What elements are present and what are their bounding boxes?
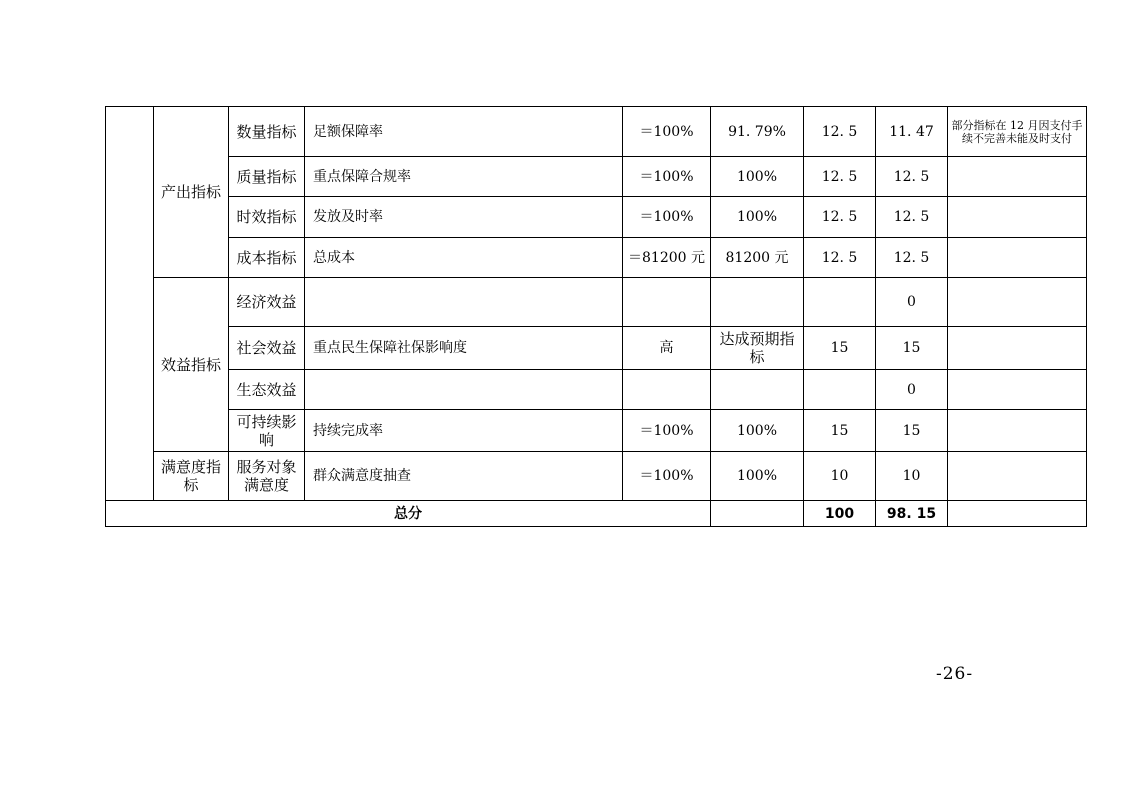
indicator-name-cell: 群众满意度抽查 <box>305 452 623 501</box>
table-row <box>106 452 1087 501</box>
note-cell <box>948 278 1087 327</box>
indicator-name-cell: 足额保障率 <box>305 107 623 157</box>
score-cell: 15 <box>876 327 948 370</box>
table-row <box>106 410 1087 452</box>
weight-cell: 12. 5 <box>804 197 876 238</box>
weight-cell <box>804 370 876 410</box>
target-value-cell <box>623 278 711 327</box>
note-cell <box>948 197 1087 238</box>
weight-cell: 12. 5 <box>804 157 876 197</box>
table-row <box>106 278 1087 327</box>
note-cell <box>948 157 1087 197</box>
actual-value-cell: 达成预期指标 <box>711 327 804 370</box>
target-value-cell: ＝81200 元 <box>623 238 711 278</box>
total-row <box>106 501 1087 527</box>
table-row <box>106 107 1087 157</box>
target-value-cell <box>623 370 711 410</box>
actual-value-cell <box>711 278 804 327</box>
level3-indicator-cell: 时效指标 <box>229 197 305 238</box>
score-cell: 12. 5 <box>876 238 948 278</box>
level3-indicator-cell: 数量指标 <box>229 107 305 157</box>
target-value-cell: 高 <box>623 327 711 370</box>
note-cell <box>948 370 1087 410</box>
table-row <box>106 238 1087 278</box>
table-row <box>106 370 1087 410</box>
table-row <box>106 197 1087 238</box>
level2-indicator-cell: 产出指标 <box>154 107 229 278</box>
level3-indicator-cell: 生态效益 <box>229 370 305 410</box>
actual-value-cell: 100% <box>711 197 804 238</box>
weight-cell <box>804 278 876 327</box>
score-cell: 11. 47 <box>876 107 948 157</box>
weight-cell: 12. 5 <box>804 107 876 157</box>
table-row <box>106 327 1087 370</box>
note-cell <box>948 452 1087 501</box>
table-row <box>106 157 1087 197</box>
level1-indicator-cell <box>106 107 154 501</box>
weight-cell: 10 <box>804 452 876 501</box>
indicator-name-cell <box>305 278 623 327</box>
weight-cell: 15 <box>804 410 876 452</box>
total-note-cell <box>948 501 1087 527</box>
target-value-cell: ＝100% <box>623 107 711 157</box>
level3-indicator-cell: 服务对象满意度 <box>229 452 305 501</box>
weight-cell: 15 <box>804 327 876 370</box>
note-cell <box>948 238 1087 278</box>
target-value-cell: ＝100% <box>623 410 711 452</box>
level3-indicator-cell: 经济效益 <box>229 278 305 327</box>
score-cell: 10 <box>876 452 948 501</box>
target-value-cell: ＝100% <box>623 157 711 197</box>
level3-indicator-cell: 社会效益 <box>229 327 305 370</box>
note-cell: 部分指标在 12 月因支付手续不完善未能及时支付 <box>948 107 1087 157</box>
total-actual-cell <box>711 501 804 527</box>
actual-value-cell <box>711 370 804 410</box>
level3-indicator-cell: 成本指标 <box>229 238 305 278</box>
total-label-cell: 总分 <box>106 501 711 527</box>
indicator-name-cell: 发放及时率 <box>305 197 623 238</box>
actual-value-cell: 100% <box>711 410 804 452</box>
indicator-name-cell: 持续完成率 <box>305 410 623 452</box>
actual-value-cell: 100% <box>711 157 804 197</box>
total-weight-cell: 100 <box>804 501 876 527</box>
target-value-cell: ＝100% <box>623 197 711 238</box>
actual-value-cell: 91. 79% <box>711 107 804 157</box>
note-cell <box>948 327 1087 370</box>
level2-indicator-cell: 效益指标 <box>154 278 229 452</box>
target-value-cell: ＝100% <box>623 452 711 501</box>
level2-indicator-cell: 满意度指标 <box>154 452 229 501</box>
indicator-name-cell <box>305 370 623 410</box>
score-cell: 12. 5 <box>876 197 948 238</box>
total-score-cell: 98. 15 <box>876 501 948 527</box>
level3-indicator-cell: 质量指标 <box>229 157 305 197</box>
actual-value-cell: 81200 元 <box>711 238 804 278</box>
score-cell: 12. 5 <box>876 157 948 197</box>
score-cell: 0 <box>876 278 948 327</box>
note-cell <box>948 410 1087 452</box>
level3-indicator-cell: 可持续影响 <box>229 410 305 452</box>
actual-value-cell: 100% <box>711 452 804 501</box>
performance-table <box>105 106 1087 527</box>
indicator-name-cell: 重点保障合规率 <box>305 157 623 197</box>
weight-cell: 12. 5 <box>804 238 876 278</box>
indicator-name-cell: 总成本 <box>305 238 623 278</box>
indicator-name-cell: 重点民生保障社保影响度 <box>305 327 623 370</box>
score-cell: 0 <box>876 370 948 410</box>
score-cell: 15 <box>876 410 948 452</box>
page-number: -26- <box>936 664 974 684</box>
